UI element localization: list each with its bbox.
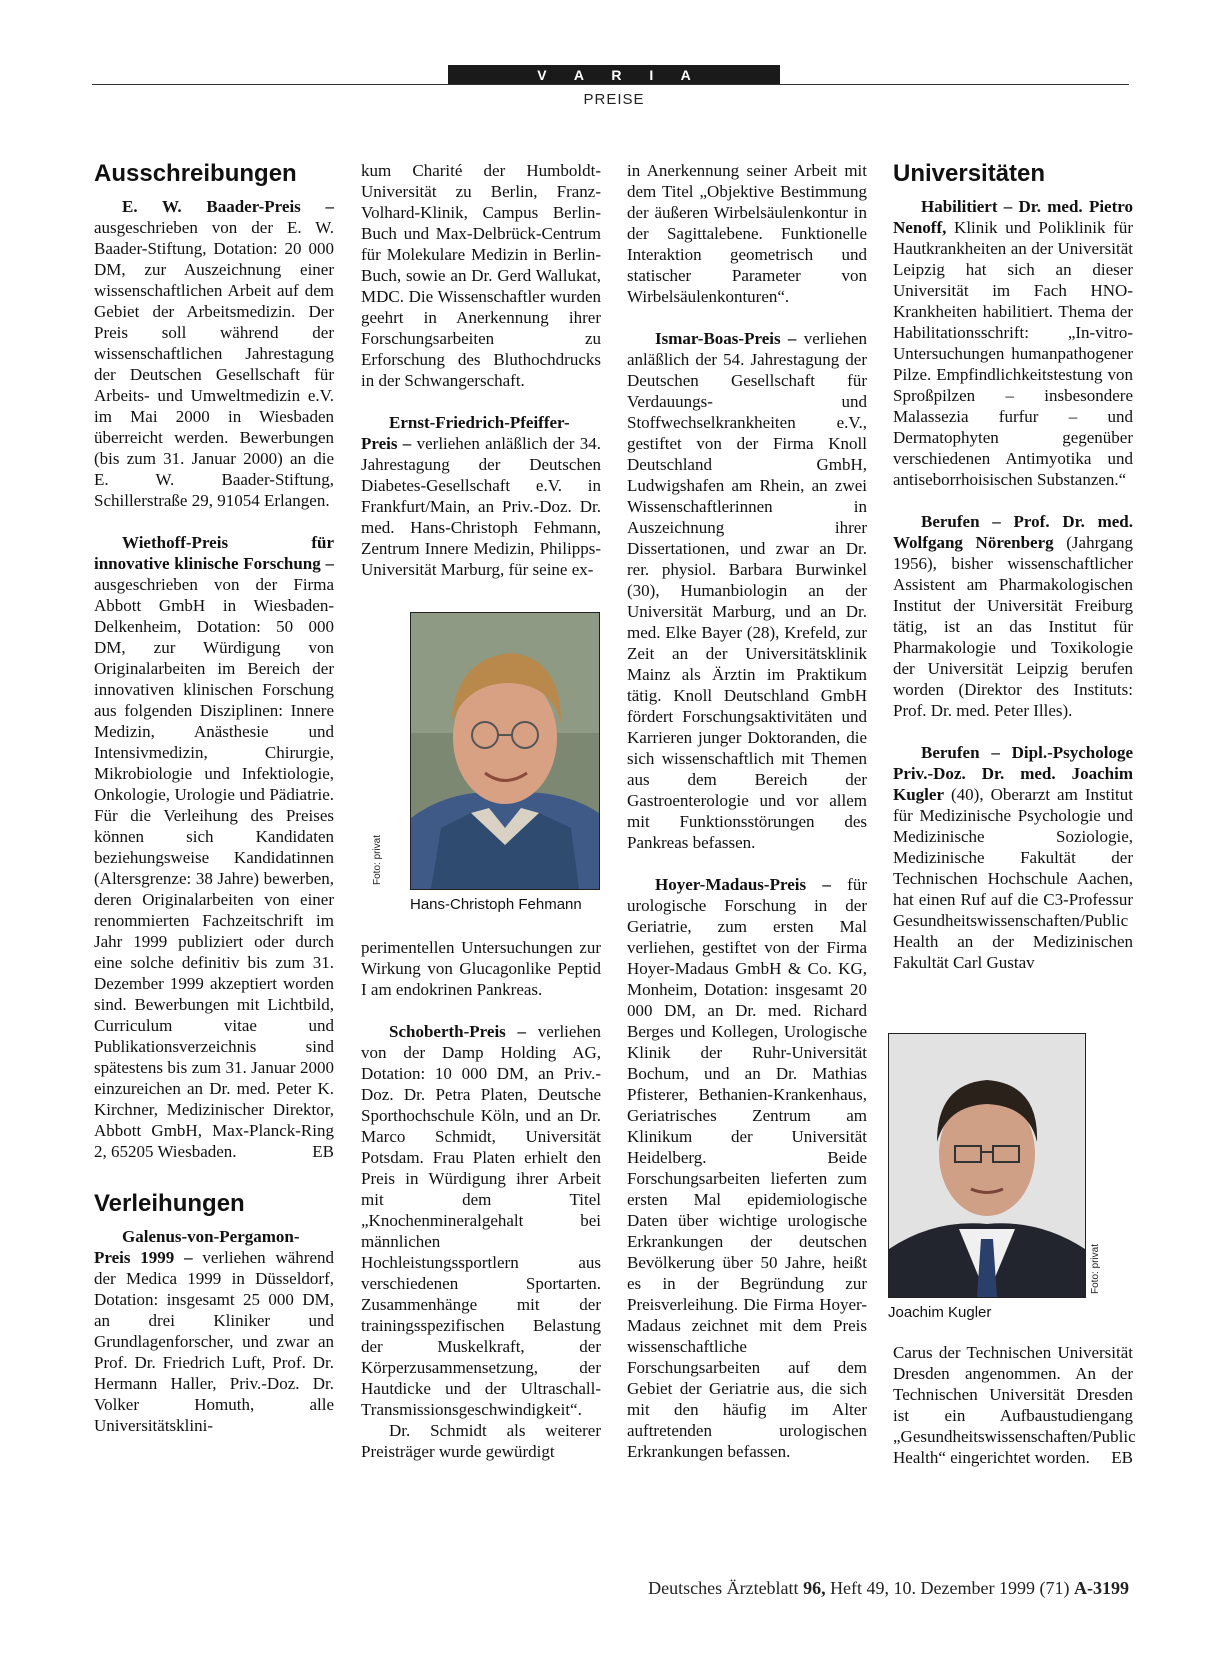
article-lead: Berufen – Dipl.-Psychologe Priv.-Doz. Dr. med. Joachim Kugler <box>893 743 1133 804</box>
article-text: verliehen anläßlich der 34. Jahrestagung der Deutschen Diabetes-Gesellschaft e.V. in Frankfurt/Main, an Priv.-Doz. Dr. med. Hans-Christoph Fehmann, Zentrum Innere Medizin, Philipps-Universität Marburg, für seine ex- <box>361 434 601 579</box>
article-kugler-cont <box>893 1342 1136 1468</box>
article-text: Carus der Technischen Universität Dresden angenommen. An der Technischen Universität Dresden ist ein Aufbaustudiengang „Gesundheitswissenschaften/Public Health“ eingerichtet worden. <box>893 1343 1136 1467</box>
article-schoberth <box>361 1021 601 1420</box>
section-banner: V A R I A <box>448 65 780 85</box>
article-lead: Ernst-Friedrich-Pfeiffer-Preis – <box>361 413 570 453</box>
article-kugler <box>893 742 1133 973</box>
article-text: Klinik und Poliklinik für Hautkrankheiten an der Universität Leipzig hat sich an dieser Universität im Fach HNO-Krankheiten habilitiert. Thema der Habilitationsschrift: „In-vitro-Untersuchungen humanpathogener Pilze. Empfindlichkeitstestung von Sproßpilzen – insbesondere Malassezia furfur – und Dermatophyten gegenüber verschiedenen Antimyotika und antiseborrhoisischen Substanzen.“ <box>893 218 1133 489</box>
article-lead: Galenus-von-Pergamon-Preis 1999 – <box>94 1227 300 1267</box>
portrait-photo-kugler <box>888 1033 1086 1298</box>
article-baader <box>94 196 334 511</box>
footer-page-number: A-3199 <box>1074 1578 1129 1598</box>
footer-volume: 96, <box>803 1578 826 1598</box>
column-3 <box>627 160 867 1462</box>
article-lead: E. W. Baader-Preis – <box>122 197 334 216</box>
page-footer <box>648 1578 1129 1599</box>
article-boas <box>627 328 867 853</box>
photo-caption: Hans-Christoph Fehmann <box>410 896 582 913</box>
article-noerenberg <box>893 511 1133 721</box>
article-schmidt: Dr. Schmidt als weiterer Preisträger wurde gewürdigt <box>361 1421 601 1461</box>
article-schmidt-cont: in Anerkennung seiner Arbeit mit dem Titel „Objektive Bestimmung der äußeren Wirbelsäulenkontur in der Sagittalebene. Funktionelle Interaktion geometrisch und statischer Parameter von Wirbelsäulenkonturen“. <box>627 161 867 306</box>
author-sign: EB <box>1111 1448 1133 1467</box>
portrait-illustration <box>889 1034 1085 1297</box>
article-lead: Schoberth-Preis – <box>389 1022 527 1041</box>
article-text: verliehen anläßlich der 54. Jahrestagung der Deutschen Gesellschaft für Verdauungs- und Stoffwechselkrankheiten e.V., gestiftet von der Firma Knoll Deutschland GmbH, Ludwigshafen am Rhein, an zwei Wissenschaftlerinnen in Auszeichnung ihrer Dissertationen, und zwar an Dr. rer. physiol. Barbara Burwinkel (30), Humanbiologin an der Universität Marburg, und an Dr. med. Elke Bayer (28), Krefeld, zur Zeit an der Universitätsklinik Mainz als Ärztin im Praktikum tätig. Knoll Deutschland GmbH fördert Forschungsaktivitäten und Karrieren junger Doktoranden, die sich wissenschaftlich mit Themen aus dem Bereich der Gastroenterologie und vor allem mit Funktionsstörungen des Pankreas befassen. <box>627 329 867 852</box>
article-text: (Jahrgang 1956), bisher wissenschaftlicher Assistent am Pharmakologischen Institut der Universität Freiburg tätig, ist an das Institut für Pharmakologie und Toxikologie der Universität Leipzig berufen worden (Direktor des Instituts: Prof. Dr. med. Peter Illes). <box>893 533 1133 720</box>
article-nenoff <box>893 196 1133 490</box>
subsection-label: PREISE <box>583 91 645 108</box>
photo-credit: Foto: privat <box>372 834 383 885</box>
heading-verleihungen: Verleihungen <box>94 1190 245 1217</box>
column-4-lower <box>893 1342 1136 1468</box>
column-2-lower <box>361 937 601 1462</box>
author-sign: EB <box>312 1142 334 1161</box>
footer-issue: Heft 49, 10. Dezember 1999 (71) <box>825 1578 1074 1598</box>
article-hoyer <box>627 874 867 1462</box>
article-lead: Berufen – Prof. Dr. med. Wolfgang Nörenberg <box>893 512 1133 552</box>
portrait-illustration <box>411 613 599 889</box>
portrait-photo-fehmann <box>410 612 600 890</box>
article-text: verliehen von der Damp Holding AG, Dotation: 10 000 DM, an Priv.-Doz. Dr. Petra Platen, Deutsche Sporthochschule Köln, und an Dr. Marco Schmidt, Universität Potsdam. Frau Platen erhielt den Preis in Würdigung ihrer Arbeit mit dem Titel „Knochenmineralgehalt bei männlichen Hochleistungssportlern aus verschiedenen Sportarten. Zusammenhänge mit der trainingsspezifischen Belastung der Muskelkraft, der Körperzusammensetzung, der Hautdicke und der Ultraschall-Transmissionsgeschwindigkeit“. <box>361 1022 601 1419</box>
article-wiethoff <box>94 532 334 1162</box>
heading-ausschreibungen: Ausschreibungen <box>94 160 297 187</box>
column-4 <box>893 160 1133 973</box>
article-lead: Ismar-Boas-Preis – <box>655 329 797 348</box>
column-2 <box>361 160 601 580</box>
article-pfeiffer <box>361 412 601 580</box>
article-galenus <box>94 1226 334 1436</box>
heading-universitaeten: Universitäten <box>893 160 1046 187</box>
article-text: ausgeschrieben von der Firma Abbott GmbH in Wiesbaden-Delkenheim, Dotation: 50 000 DM, zur Würdigung von Originalarbeiten im Bereich der innovativen klinischen Forschung aus folgenden Disziplinen: Innere Medizin, Anästhesie und Intensivmedizin, Chirurgie, Mikrobiologie und Infektiologie, Onkologie, Urologie und Pädiatrie. Für die Verleihung des Preises können sich Kandidaten beziehungsweise Kandidatinnen (Altersgrenze: 38 Jahre) bewerben, deren Originalarbeiten von einer renommierten Fachzeitschrift im Jahr 1999 publiziert oder durch eine solche definitiv bis zum 31. Dezember 1999 akzeptiert worden sind. Bewerbungen mit Lichtbild, Curriculum vitae und Publikationsverzeichnis sind spätestens bis zum 31. Januar 2000 einzureichen an Dr. med. Peter K. Kirchner, Medizinischer Direktor, Abbott GmbH, Max-Planck-Ring 2, 65205 Wiesbaden. <box>94 575 334 1161</box>
footer-journal: Deutsches Ärzteblatt <box>648 1578 804 1598</box>
article-lead: Habilitiert – Dr. med. Pietro Nenoff, <box>893 197 1133 237</box>
article-lead: Wiethoff-Preis für innovative klinische Forschung – <box>94 533 334 573</box>
article-text: ausgeschrieben von der E. W. Baader-Stiftung, Dotation: 20 000 DM, zur Auszeichnung einer wissenschaftlichen Arbeit auf dem Gebiet der Arbeitsmedizin. Der Preis soll während der wissenschaftlichen Jahrestagung der Deutschen Gesellschaft für Arbeits- und Umweltmedizin e.V. im Mai 2000 in Wiesbaden überreicht werden. Bewerbungen (bis zum 31. Januar 2000) an die E. W. Baader-Stiftung, Schillerstraße 29, 91054 Erlangen. <box>94 218 334 510</box>
article-lead: Hoyer-Madaus-Preis – <box>655 875 831 894</box>
article-pfeiffer-cont: perimentellen Untersuchungen zur Wirkung von Glucagonlike Peptid I am endokrinen Pankreas. <box>361 938 601 999</box>
article-text: verliehen während der Medica 1999 in Düsseldorf, Dotation: insgesamt 25 000 DM, an drei Kliniker und Grundlagenforscher, und zwar an Prof. Dr. Friedrich Luft, Prof. Dr. Hermann Haller, Priv.-Doz. Dr. Volker Homuth, alle Universitätsklini- <box>94 1248 334 1435</box>
article-galenus-cont: kum Charité der Humboldt-Universität zu Berlin, Franz-Volhard-Klinik, Campus Berlin-Buch und Max-Delbrück-Centrum für Molekulare Medizin in Berlin-Buch, sowie an Dr. Gerd Wallukat, MDC. Die Wissenschaftler wurden geehrt in Anerkennung ihrer Forschungsarbeiten zu Erforschung des Bluthochdrucks in der Schwangerschaft. <box>361 161 601 390</box>
photo-credit: Foto: privat <box>1090 1243 1101 1294</box>
header-rule <box>92 84 1129 85</box>
article-text: (40), Oberarzt am Institut für Medizinische Psychologie und Medizinische Soziologie, Medizinische Fakultät der Technischen Hochschule Aachen, hat einen Ruf auf die C3-Professur Gesundheitswissenschaften/Public Health an der Medizinischen Fakultät Carl Gustav <box>893 785 1133 972</box>
article-text: für urologische Forschung in der Geriatrie, zum ersten Mal verliehen, gestiftet von der Firma Hoyer-Madaus GmbH & Co. KG, Monheim, Dotation: insgesamt 20 000 DM, an Dr. med. Richard Berges und Kollegen, Urologische Klinik der Ruhr-Universität Bochum, und an Dr. Mathias Pfisterer, Bethanien-Krankenhaus, Geriatrisches Zentrum am Klinikum der Universität Heidelberg. Beide Forschungsarbeiten lieferten zum ersten Mal epidemiologische Daten über wichtige urologische Erkrankungen der deutschen Bevölkerung über 50 Jahre, heißt es in der Begründung zur Preisverleihung. Die Firma Hoyer-Madaus zeichnet mit dem Preis wissenschaftliche Forschungsarbeiten auf dem Gebiet der Geriatrie aus, die sich mit den häufig im Alter auftretenden urologischen Erkrankungen befassen. <box>627 875 867 1461</box>
column-1 <box>94 160 334 1436</box>
photo-caption: Joachim Kugler <box>888 1304 992 1321</box>
